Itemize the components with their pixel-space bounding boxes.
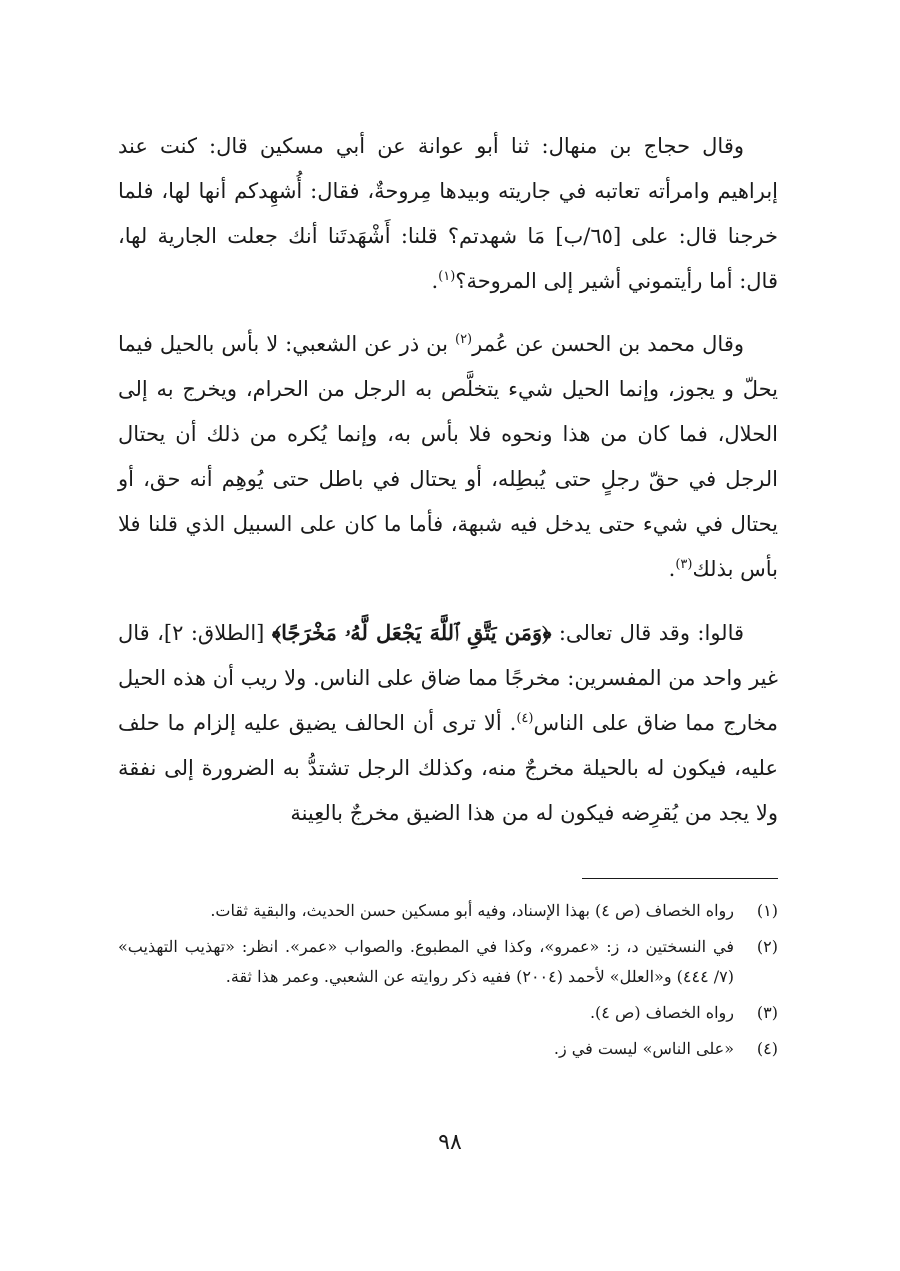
footnote-2 (118, 932, 778, 992)
footnote-ref-2: (٢) (454, 332, 473, 347)
footnote-separator (582, 878, 778, 879)
paragraph-1: وقال حجاج بن منهال: ثنا أبو عوانة عن أبي مسكين قال: كنت عند إبراهيم وامرأته تعاتبه في جاريته وبيدها مِروحةٌ، فقال: أُشهِدكم أنها لها، فلما خرجنا قال: على [٦٥/ب] مَا شهدتم؟ قلنا: أَشْهَدتَنا أنك جعلت الجارية لها، قال: أما رأيتموني أشير إلى المروحة؟$^{(١)}$. (118, 134, 778, 293)
footnotes (118, 896, 778, 1070)
quran-verse: ﴿وَمَن يَتَّقِ ٱللَّهَ يَجْعَل لَّهُۥ مَخْرَجًا﴾ (271, 620, 552, 645)
footnote-number: (٣) (756, 1003, 778, 1022)
footnote-ref-1: (١) (438, 269, 456, 284)
footnote-text: رواه الخصاف (ص ٤). (589, 1003, 734, 1022)
footnote-3 (118, 998, 778, 1028)
paragraph-2: وقال محمد بن الحسن عن عُمر$^{(٢)}$ بن ذر عن الشعبي: لا بأس بالحيل فيما يحلّ و يجوز، وإنما الحيل شيء يتخلَّص به الرجل من الحرام، ويخرج به إلى الحلال، فما كان من هذا ونحوه فلا بأس به، وإنما يُكره من ذلك أن يحتال الرجل في حقّ رجلٍ حتى يُبطِله، أو يحتال في باطل حتى يُوهِم أنه حق، أو يحتال في شيء حتى يدخل فيه شبهة، فأما ما كان على السبيل الذي قلنا فلا بأس بذلك$^{(٣)}$. (118, 332, 778, 581)
footnote-text: رواه الخصاف (ص ٤) بهذا الإسناد، وفيه أبو مسكين حسن الحديث، والبقية ثقات. (210, 901, 734, 920)
footnote-text: «على الناس» ليست في ز. (553, 1039, 734, 1058)
footnote-ref-3: (٣) (675, 557, 693, 572)
footnote-4 (118, 1034, 778, 1064)
footnote-ref-4: (٤) (516, 711, 534, 726)
footnote-number: (٤) (756, 1039, 778, 1058)
footnote-1 (118, 896, 778, 926)
footnote-number: (١) (756, 901, 778, 920)
page-number: ٩٨ (438, 1130, 462, 1155)
footnote-number: (٢) (756, 937, 778, 956)
footnote-text: في النسختين د، ز: «عمرو»، وكذا في المطبوع. والصواب «عمر». انظر: «تهذيب التهذيب» (٧/ ٤٤٤) و«العلل» لأحمد (٢٠٠٤) ففيه ذكر روايته عن الشعبي. وعمر هذا ثقة. (118, 937, 734, 986)
paragraph-3: قالوا: وقد قال تعالى: ﴿وَمَن يَتَّقِ ٱللَّهَ يَجْعَل لَّهُۥ مَخْرَجًا﴾ [الطلاق: ٢]، قال غير واحد من المفسرين: مخرجًا مما ضاق على الناس. ولا ريب أن هذه الحيل مخارج مما ضاق على الناس$^{(٤)}$. ألا ترى أن الحالف يضيق عليه إلزام ما حلف عليه، فيكون له بالحيلة مخرجٌ منه، وكذلك الرجل تشتدُّ به الضرورة إلى نفقة ولا يجد من يُقرِضه فيكون له من هذا الضيق مخرجٌ بالعِينة (118, 620, 778, 825)
main-text (118, 124, 778, 854)
